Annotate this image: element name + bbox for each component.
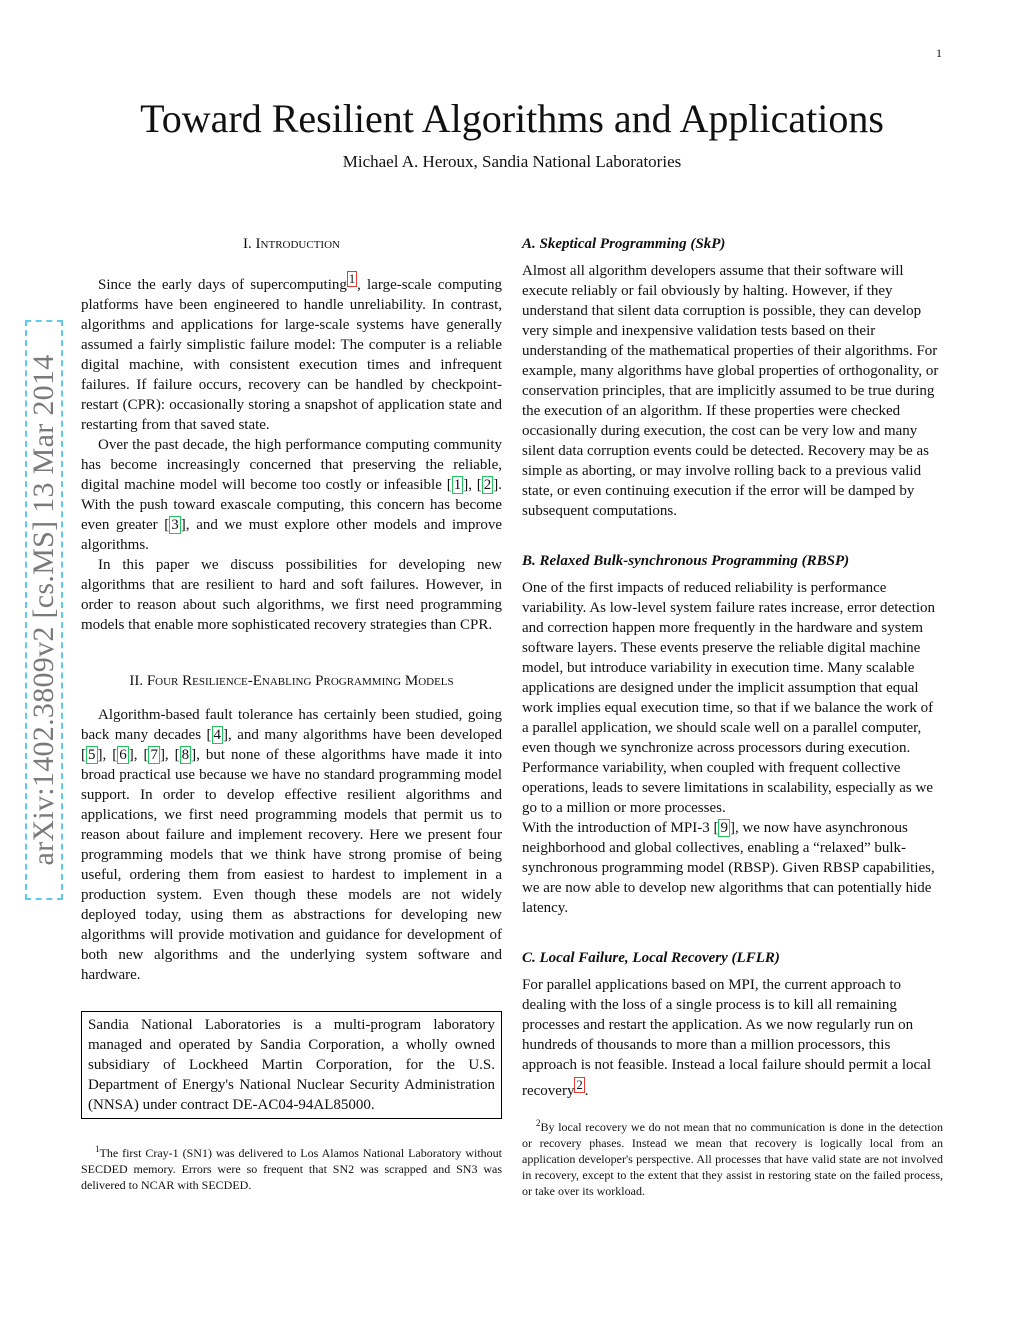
section-2-heading: II. Four Resilience-Enabling Programming Models [129,673,454,689]
footnote-2: $^2$By local recovery we do not mean that no communication is done in the detection or recovery phases. Instead we mean that recovery is logically local from an application developer's perspective. All processes that have valid state are not involved in recovery, except to the extent that they assist in restoring state on the failed process, or take over its workload. [522,1118,943,1198]
section-1-heading: I. Introduction [243,236,340,252]
subsection-b-heading: B. Relaxed Bulk-synchronous Programming (RBSP) [522,553,850,569]
citation-2[interactable]: 2 [483,477,492,493]
subsection-a-heading: A. Skeptical Programming (SkP) [522,236,726,252]
citation-7[interactable]: 7 [150,747,158,763]
subsection-b-paragraph-2: With the introduction of MPI-3 [ 9 ], we now have asynchronous neighborhood and global collectives, enabling a “relaxed” bulk-synchronous programming model (RBSP). Given RBSP capabilities, we are now able to develop new algorithms that can potentially hide latency. [522,820,935,916]
sandia-notice-box [81,1011,502,1119]
paper-title: Toward Resilient Algorithms and Applications [140,96,884,141]
intro-paragraph-3: In this paper we discuss possibilities for developing new algorithms that are resilient to hard and soft failures. However, in order to reason about such algorithms, we first need programming models that enable more sophisticated recovery strategies than CPR. [81,557,502,633]
subsection-a-text: Almost all algorithm developers assume that their software will execute reliably or fail obviously by halting. However, if they understand that silent data corruption is possible, they can develop very simple and inexpensive validation tests based on their understanding of the mathematical properties of their algorithms. For example, many algorithms have global properties of orthogonality, or conservation principles, that are implicitly assumed to be true during the execution of an algorithm. If these properties were checked occasionally during execution, the cost can be very low and many silent data corruption events could be detected. Recovery may be as simple as aborting, or may involve rolling back to a previous valid state, or even continuing execution if the error will be damped by subsequent computations. [522,263,939,519]
arxiv-stamp-text: arXiv:1402.3809v2 [cs.MS] 13 Mar 2014 [27,354,60,866]
subsection-b-paragraph-1: One of the first impacts of reduced reliability is performance variability. As low-level system failure rates increase, error detection and correction happen more frequently in the hardware and system software layers. These events preserve the reliable digital machine model, but introduce variability in execution time. Many scalable applications are designed under the implicit assumption that equal work implies equal execution time, so that if we balance the work of a parallel application, we should scale well on a parallel computer, even though we synchronize across processors during execution. Performance variability, when coupled with frequent collective operations, leads to severe limitations in scalability, especially as we go to a million or more processes. [522,580,936,816]
citation-1[interactable]: 1 [453,477,462,493]
citation-9[interactable]: 9 [720,820,728,836]
arxiv-stamp[interactable] [25,320,63,900]
citation-6[interactable]: 6 [119,747,127,763]
section-2-paragraph: Algorithm-based fault tolerance has certainly been studied, going back many decades [ 4 ], and many algorithms have been developed [ 5 ], [ 6 ], [ 7 ], [ 8 ], but none of these algorithms have made it into broad practical use because we have no standard programming model support. In order to develop effective resilient algorithms and applications, we first need programming models that permit us to reason about failure and implement recovery. Here we present four programming models that we think have strong promise of being useful, ordering them from easiest to hardest to implement in a production system. Even though these models are not widely deployed today, using them as abstractions for developing new algorithms will provide motivation and guidance for development of both new algorithms and the underlying system software and hardware. [81,707,502,983]
citation-8[interactable]: 8 [181,747,190,763]
right-column [522,230,943,1199]
intro-paragraph-2: Over the past decade, the high performance computing community has become increasingly concerned that preserving the reliable, digital machine model will become too costly or infeasible [ 1 ], [ 2 ]. With the push toward exascale computing, this concern has become even greater [ 3 ], and we must explore other models and improve algorithms. [81,437,503,553]
page-number: 1 [936,46,942,60]
subsection-c-text: For parallel applications based on MPI, the current approach to dealing with the loss of a single process is to kill all remaining processes and restart the application. As we now regularly run on hundreds of thousands to more than a million processors, this approach is not feasible. Instead a local failure should permit a local recovery $^2$ . [522,977,932,1099]
paper-author: Michael A. Heroux, Sandia National Laboratories [342,152,682,171]
footnote-link-2[interactable]: 2 [576,1078,583,1092]
intro-paragraph-1: Since the early days of supercomputing $^1$ , large-scale computing platforms have been engineered to handle unreliability. In contrast, algorithms and applications for large-scale systems have generally assumed a fairly simplistic failure model: The computer is a reliable digital machine, with consistent execution times and infrequent failures. If failure occurs, recovery can be handled by checkpoint-restart (CPR): occasionally storing a snapshot of application state and restarting from that saved state. [81,272,502,433]
citation-4[interactable]: 4 [213,727,222,743]
footnote-link-1[interactable]: 1 [348,272,356,286]
citation-3[interactable]: 3 [171,517,179,533]
left-column [81,230,502,1193]
footnote-1: $^1$The first Cray-1 (SN1) was delivered to Los Alamos National Laboratory without SECDED memory. Errors were so frequent that SN2 was scrapped and SN3 was delivered to NCAR with SECDED. [81,1144,502,1192]
subsection-c-heading: C. Local Failure, Local Recovery (LFLR) [522,950,780,966]
sandia-notice-text: Sandia National Laboratories is a multi-program laboratory managed and operated by Sandia Corporation, a wholly owned subsidiary of Lockheed Martin Corporation, for the U.S. Department of Energy's National Nuclear Security Administration (NNSA) under contract DE-AC04-94AL85000. [88,1017,495,1113]
citation-5[interactable]: 5 [88,747,96,763]
